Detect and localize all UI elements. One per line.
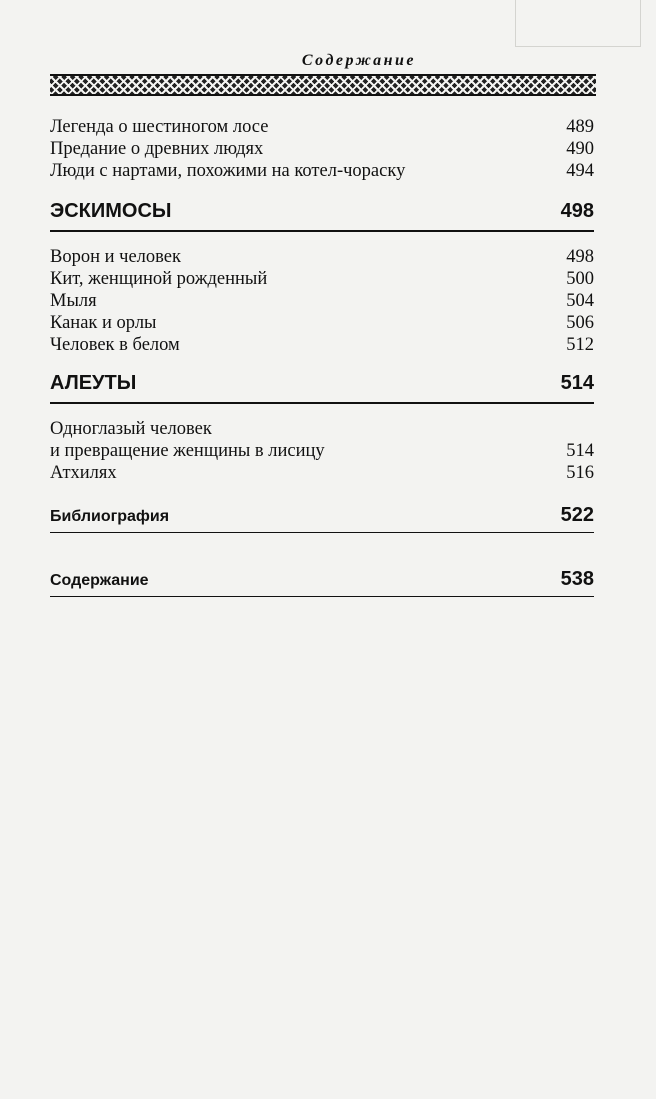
section-title: Библиография bbox=[50, 508, 170, 525]
toc-entry bbox=[50, 246, 594, 268]
toc-entry-page: 514 bbox=[566, 441, 594, 461]
page-title: Содержание bbox=[301, 52, 416, 69]
toc-entry-title: Легенда о шестиногом лосе bbox=[50, 117, 269, 137]
toc-entry-title: и превращение женщины в лисицу bbox=[50, 441, 325, 461]
toc-entry bbox=[50, 440, 594, 462]
toc-section-heading bbox=[50, 370, 594, 404]
section-page: 514 bbox=[560, 372, 594, 394]
toc-entry-page: 498 bbox=[566, 247, 594, 267]
section-title: Содержание bbox=[50, 572, 149, 589]
toc-entry-title: Кит, женщиной рожденный bbox=[50, 269, 268, 289]
toc-entry-page: 504 bbox=[566, 291, 594, 311]
toc-entry bbox=[50, 268, 594, 290]
toc-entry bbox=[50, 138, 594, 160]
toc-section-heading bbox=[50, 568, 594, 597]
toc-entry-title: Одноглазый человек bbox=[50, 419, 212, 439]
toc-entry bbox=[50, 312, 594, 334]
toc-entry-page: 506 bbox=[566, 313, 594, 333]
toc-entry bbox=[50, 290, 594, 312]
price-stamp bbox=[515, 0, 641, 47]
section-page: 498 bbox=[560, 200, 594, 222]
toc-entry-title: Ворон и человек bbox=[50, 247, 181, 267]
toc-entry-title: Канак и орлы bbox=[50, 313, 157, 333]
toc-entry-page: 494 bbox=[566, 161, 594, 181]
section-page: 538 bbox=[560, 568, 594, 590]
toc-entry bbox=[50, 334, 594, 356]
toc-entry-title: Мыля bbox=[50, 291, 97, 311]
toc-entry-page: 489 bbox=[566, 117, 594, 137]
section-title: АЛЕУТЫ bbox=[50, 372, 137, 394]
toc-entry bbox=[50, 418, 594, 440]
toc-entry-page: 500 bbox=[566, 269, 594, 289]
section-page: 522 bbox=[560, 504, 594, 526]
toc-entry-title: Атхилях bbox=[50, 463, 117, 483]
toc-entry-page: 516 bbox=[566, 463, 594, 483]
toc-entry-title: Человек в белом bbox=[50, 335, 180, 355]
toc-entry-page: 490 bbox=[566, 139, 594, 159]
ornamental-rule bbox=[50, 74, 596, 96]
toc-entry bbox=[50, 462, 594, 484]
toc-entry bbox=[50, 160, 594, 182]
toc-entry bbox=[50, 116, 594, 138]
toc-entry-title: Люди с нартами, похожими на котел-чораску bbox=[50, 161, 406, 181]
toc-section-heading bbox=[50, 198, 594, 232]
section-title: ЭСКИМОСЫ bbox=[50, 200, 172, 222]
toc-entry-page: 512 bbox=[566, 335, 594, 355]
toc-entry-title: Предание о древних людях bbox=[50, 139, 264, 159]
toc-section-heading bbox=[50, 504, 594, 533]
